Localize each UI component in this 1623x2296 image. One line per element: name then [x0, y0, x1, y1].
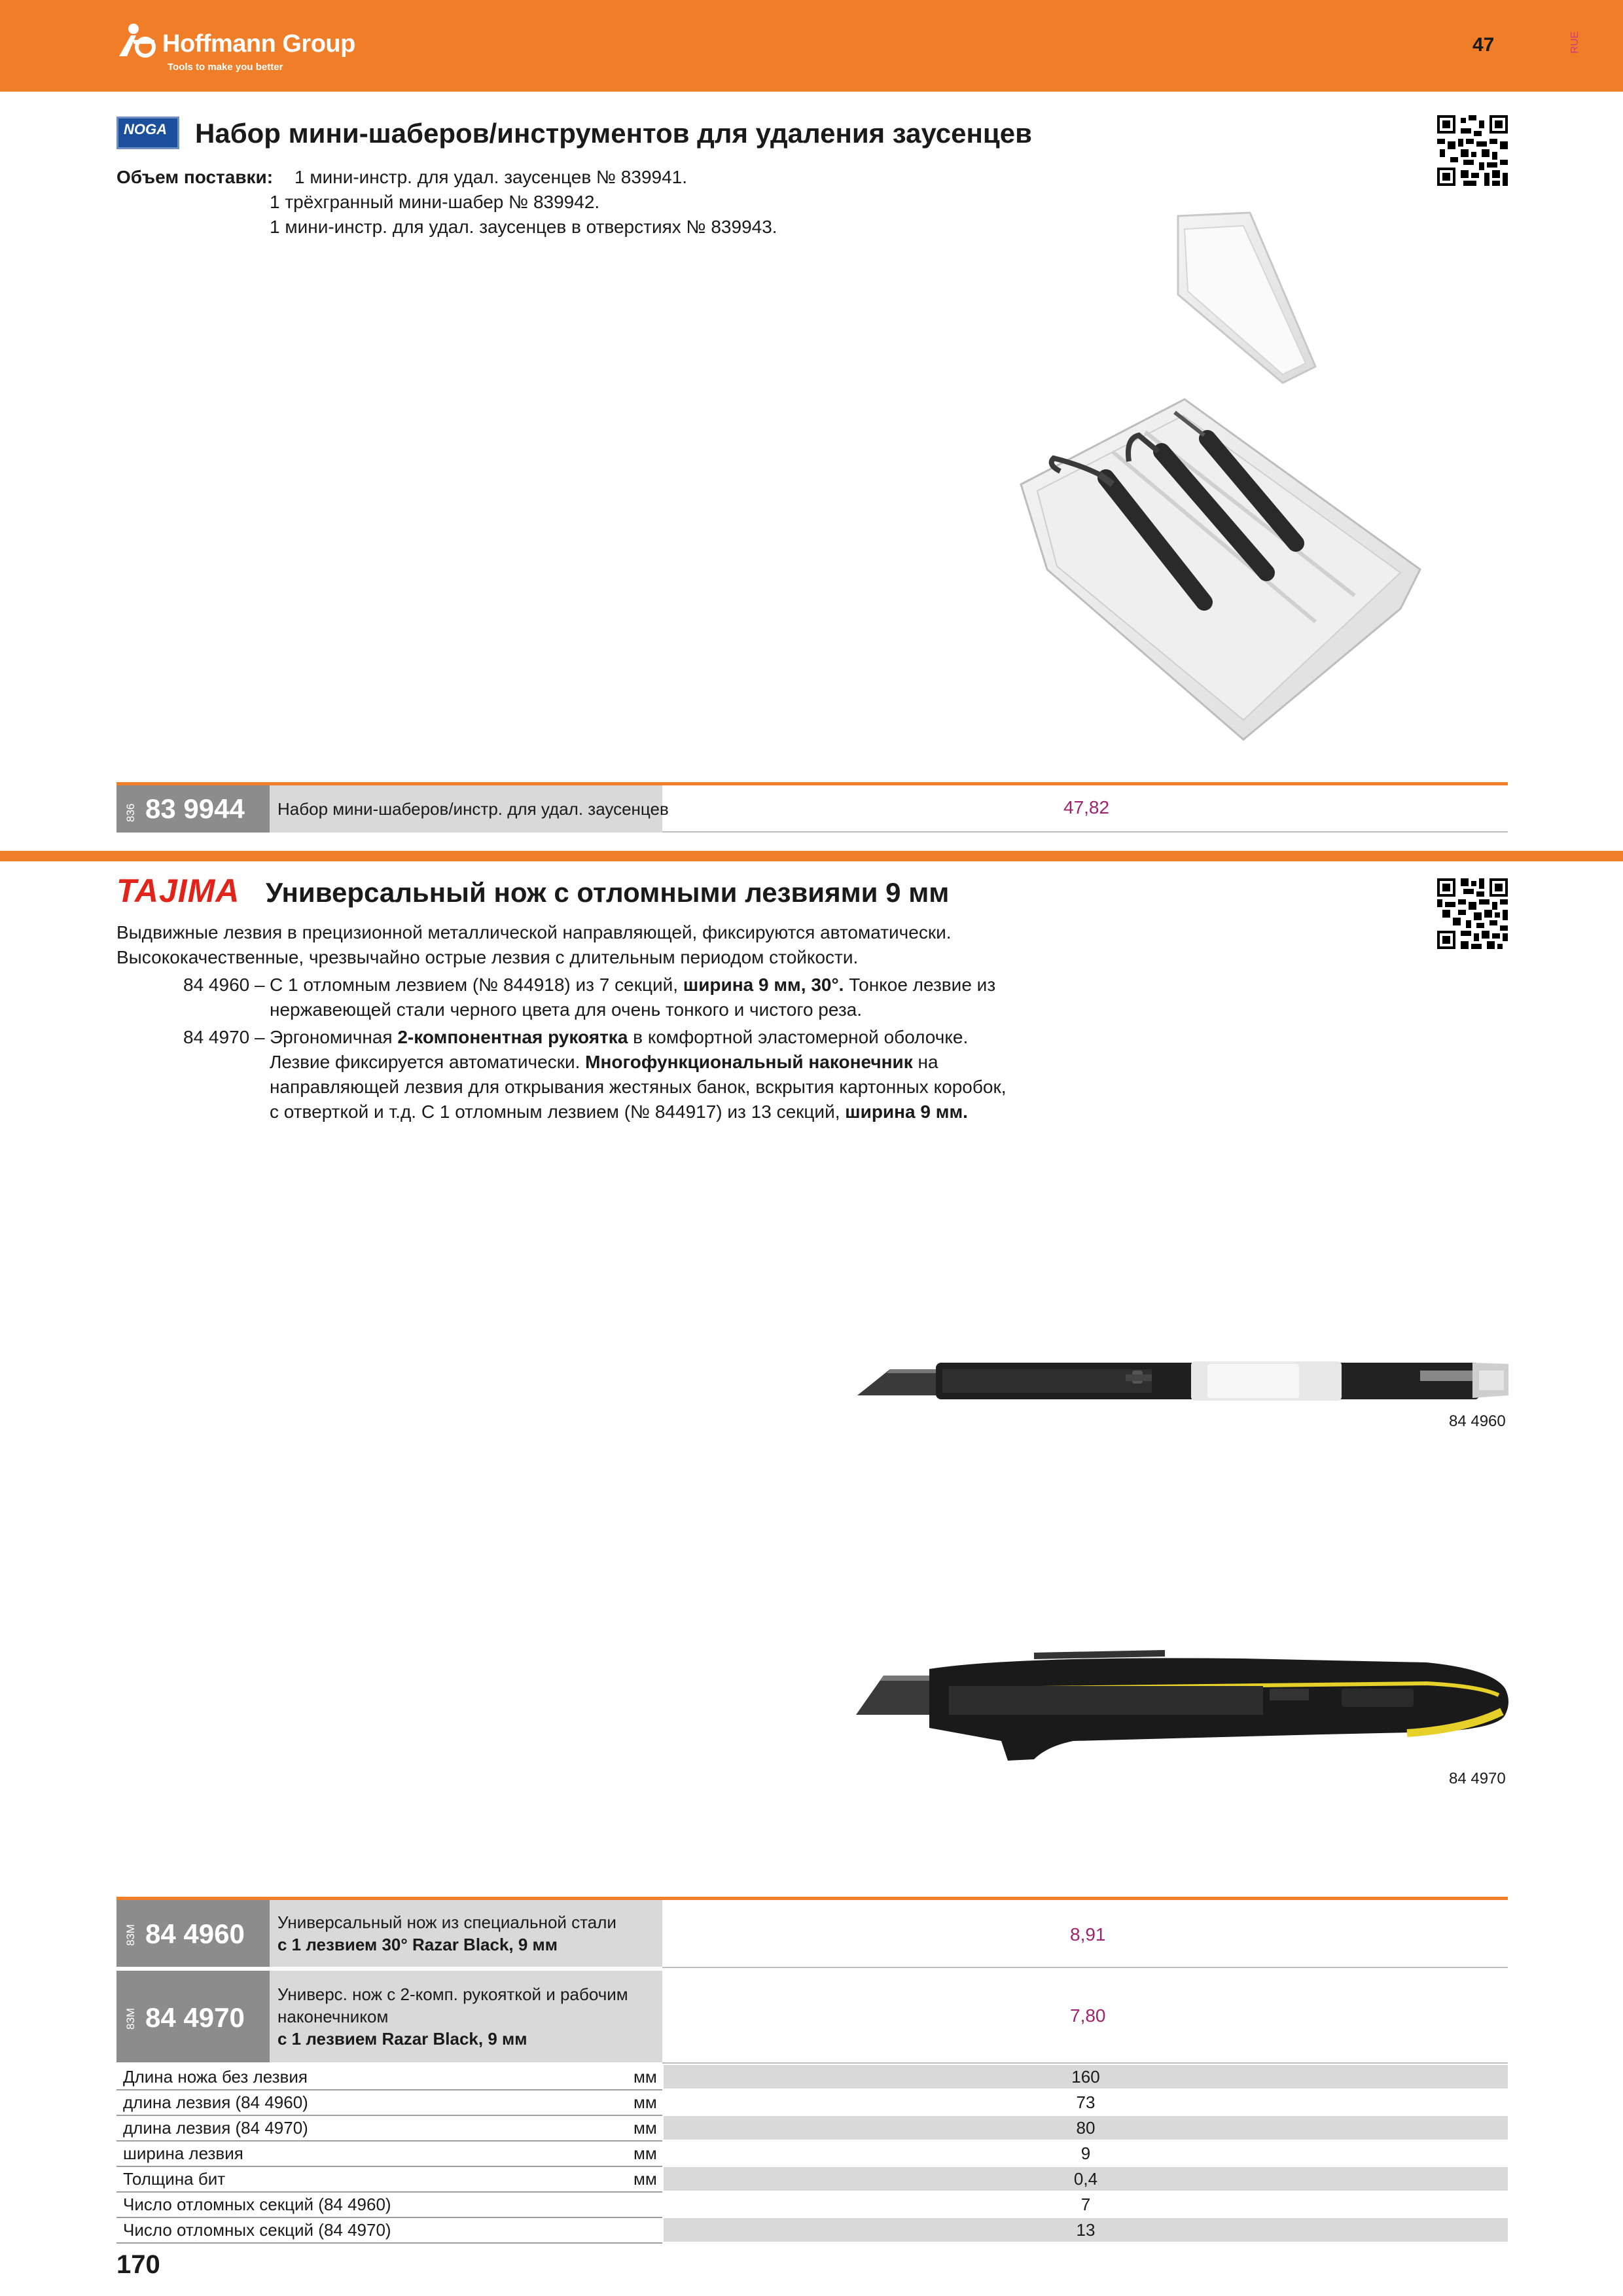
spec-label: ширина лезвия: [123, 2144, 243, 2163]
image-caption: 84 4960: [1449, 1412, 1506, 1430]
description-cell: [270, 1971, 662, 2062]
row-divider: [662, 831, 1508, 833]
catalog-group-code: 83M: [124, 2007, 137, 2030]
brand-tagline: Tools to make you better: [168, 62, 283, 73]
item-text-line: направляющей лезвия для открывания жестяных банок, вскрытия картонных коробок,: [270, 1077, 1007, 1097]
knife-844970-image: [851, 1649, 1512, 1767]
section2-title: Универсальный нож с отломными лезвиями 9 мм: [266, 877, 950, 908]
noga-logo-text: NOGA: [124, 121, 167, 137]
spec-row: [116, 2217, 1508, 2244]
spec-unit: мм: [633, 2169, 657, 2189]
item-text-line: нержавеющей стали черного цвета для очень тонкого и чистого реза.: [270, 999, 863, 1020]
description-cell: [270, 1900, 662, 1967]
order-number[interactable]: 84 4960: [145, 1918, 245, 1949]
spec-unit: мм: [633, 2092, 657, 2112]
deburring-set-image: [1008, 203, 1492, 759]
product-description: Набор мини-шаберов/инстр. для удал. заусенцев: [277, 799, 669, 819]
language-marker: RUE: [1569, 31, 1580, 54]
spec-value: 80: [664, 2116, 1508, 2140]
spec-unit: мм: [633, 2144, 657, 2163]
spec-label: длина лезвия (84 4970): [123, 2118, 308, 2138]
qr-code-icon[interactable]: [1437, 115, 1508, 186]
product-description: Универсальный нож из специальной стали: [277, 1912, 616, 1932]
product-description-detail: с 1 лезвием 30° Razar Black, 9 мм: [277, 1935, 558, 1954]
hoffmann-logo[interactable]: [116, 18, 391, 77]
spec-row: [116, 2141, 1508, 2167]
product-price: 8,91: [1070, 1924, 1106, 1945]
scope-line: 1 мини-инстр. для удал. заусенцев № 839941.: [294, 167, 688, 187]
item-code: 84 4970 –: [183, 1027, 265, 1047]
spec-label: Число отломных секций (84 4960): [123, 2195, 391, 2214]
spec-row: [116, 2192, 1508, 2218]
order-number[interactable]: 83 9944: [145, 793, 245, 824]
catalog-group-code: 836: [124, 803, 137, 822]
item-text-line: с отверткой и т.д. С 1 отломным лезвием (№ 844917) из 13 секций, ширина 9 мм.: [270, 1102, 968, 1122]
spec-label: Толщина бит: [123, 2169, 226, 2189]
product-price: 7,80: [1070, 2005, 1106, 2026]
row-divider: [662, 2062, 1508, 2064]
brand-name: Hoffmann Group: [162, 30, 355, 58]
product-description: Универс. нож с 2-комп. рукояткой и рабочим: [277, 1984, 628, 2004]
scope-label: Объем поставки:: [116, 167, 274, 187]
spec-row: [116, 2115, 1508, 2142]
item-code: 84 4960 –: [183, 975, 265, 995]
scope-line: 1 мини-инстр. для удал. заусенцев в отверстиях № 839943.: [270, 217, 777, 237]
qr-code-icon[interactable]: [1437, 878, 1508, 949]
spec-label: Длина ножа без лезвия: [123, 2067, 308, 2087]
page-number: 170: [116, 2250, 160, 2279]
spec-unit: мм: [633, 2118, 657, 2138]
knife-844960-image: [851, 1355, 1512, 1414]
spec-row: [116, 2064, 1508, 2090]
image-caption: 84 4970: [1449, 1770, 1506, 1787]
spec-value: 9: [664, 2142, 1508, 2165]
row-divider: [662, 1967, 1508, 1968]
spec-value: 73: [664, 2090, 1508, 2114]
spec-row: [116, 2166, 1508, 2193]
scope-line: 1 трёхгранный мини-шабер № 839942.: [270, 192, 600, 212]
order-number[interactable]: 84 4970: [145, 2002, 245, 2033]
product-price: 47,82: [1063, 797, 1110, 817]
item-text-line: Эргономичная 2-компонентная рукоятка в комфортной эластомерной оболочке.: [270, 1027, 969, 1047]
spec-value: 13: [664, 2218, 1508, 2242]
item-text-line: Лезвие фиксируется автоматически. Многофункциональный наконечник на: [270, 1052, 938, 1072]
product-description: наконечником: [277, 2007, 389, 2026]
product-description-detail: с 1 лезвием Razar Black, 9 мм: [277, 2029, 527, 2049]
spec-label: длина лезвия (84 4960): [123, 2092, 308, 2112]
spec-value: 7: [664, 2193, 1508, 2216]
catalog-page-marker: 47: [1472, 34, 1495, 56]
order-code-cell: [116, 785, 270, 833]
noga-logo: [116, 117, 179, 149]
description-cell: [270, 785, 669, 833]
section-divider: [0, 851, 1623, 861]
tajima-logo: TAJIMA: [116, 872, 240, 909]
order-code-cell: [116, 1971, 270, 2062]
spec-label: Число отломных секций (84 4970): [123, 2220, 391, 2240]
spec-value: 160: [664, 2065, 1508, 2089]
intro-line: Выдвижные лезвия в прецизионной металлической направляющей, фиксируются автоматически.: [116, 922, 952, 942]
item-text-line: С 1 отломным лезвием (№ 844918) из 7 секций, ширина 9 мм, 30°. Тонкое лезвие из: [270, 975, 996, 995]
hoffmann-logo-icon: [116, 22, 162, 62]
spec-unit: мм: [633, 2067, 657, 2087]
section1-title: Набор мини-шаберов/инструментов для удаления заусенцев: [195, 118, 1032, 149]
intro-line: Высококачественные, чрезвычайно острые лезвия с длительным периодом стойкости.: [116, 947, 859, 967]
spec-value: 0,4: [664, 2167, 1508, 2191]
order-code-cell: [116, 1900, 270, 1967]
catalog-group-code: 83M: [124, 1924, 137, 1946]
spec-row: [116, 2090, 1508, 2116]
